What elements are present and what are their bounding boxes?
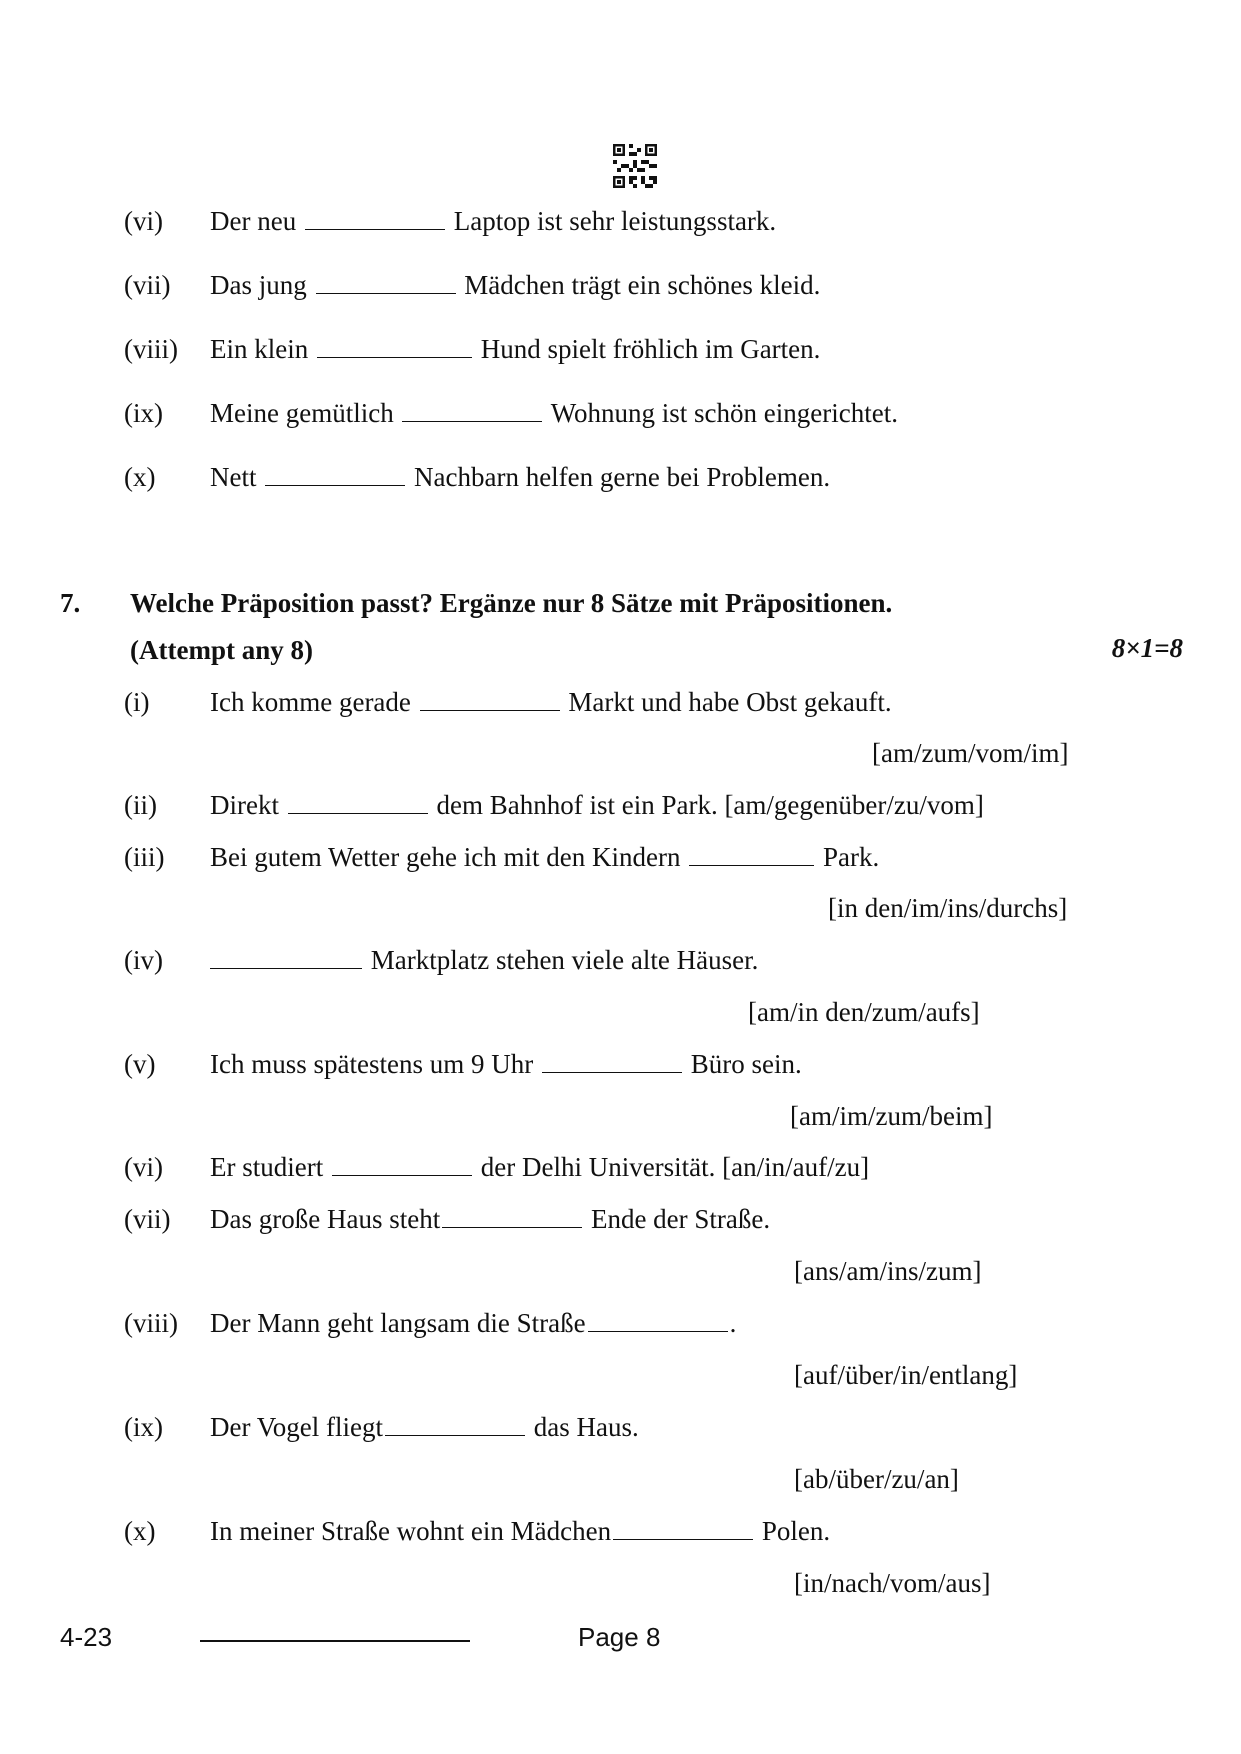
answer-blank[interactable] (332, 1153, 472, 1176)
answer-blank[interactable] (588, 1309, 728, 1332)
answer-blank[interactable] (317, 335, 472, 358)
answer-blank[interactable] (210, 946, 362, 969)
question-instruction: (Attempt any 8) (130, 635, 313, 665)
answer-blank[interactable] (442, 1205, 582, 1228)
marks-label: 8×1=8 (1111, 633, 1183, 663)
answer-blank[interactable] (316, 271, 456, 294)
options-hint: [ans/am/ins/zum] (794, 1256, 982, 1286)
page-number: Page 8 (578, 1622, 661, 1652)
options-hint: [in den/im/ins/durchs] (828, 893, 1068, 923)
answer-blank[interactable] (288, 791, 428, 814)
qr-code (613, 144, 657, 188)
answer-blank[interactable] (385, 1413, 525, 1436)
answer-blank[interactable] (265, 463, 405, 486)
question-number: 7. (60, 588, 81, 618)
answer-blank[interactable] (305, 207, 445, 230)
answer-blank[interactable] (402, 399, 542, 422)
options-hint: [am/im/zum/beim] (790, 1101, 993, 1131)
answer-blank[interactable] (420, 688, 560, 711)
options-hint: [am/in den/zum/aufs] (748, 997, 980, 1027)
options-hint: [auf/über/in/entlang] (794, 1360, 1018, 1390)
options-hint: [ab/über/zu/an] (794, 1464, 959, 1494)
footer-divider (200, 1640, 470, 1642)
answer-blank[interactable] (689, 843, 814, 866)
options-hint: [am/zum/vom/im] (872, 738, 1069, 768)
options-hint: [in/nach/vom/aus] (794, 1568, 991, 1598)
answer-blank[interactable] (613, 1517, 753, 1540)
answer-blank[interactable] (542, 1050, 682, 1073)
question-title: Welche Präposition passt? Ergänze nur 8 Sätze mit Präpositionen. (130, 588, 893, 618)
page-code: 4-23 (60, 1622, 113, 1652)
